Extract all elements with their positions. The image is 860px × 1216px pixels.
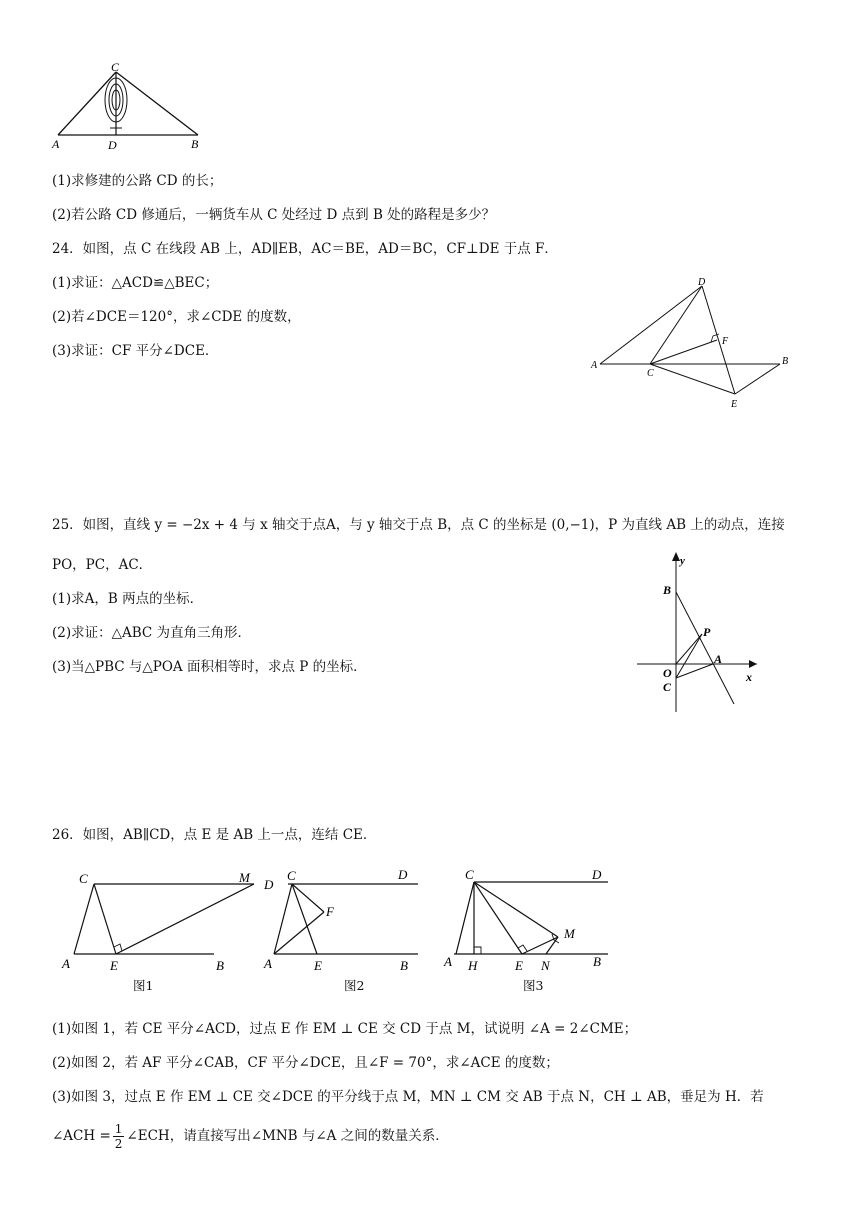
q26-part1: (1)如图 1，若 CE 平分∠ACD，过点 E 作 EM ⊥ CE 交 CD 于点 M，试说明 ∠A = 2∠CME； [52, 1021, 638, 1037]
q25-part1: (1)求A，B 两点的坐标． [52, 591, 204, 607]
q26-part2: (2)如图 2，若 AF 平分∠CAB，CF 平分∠DCE，且∠F = 70°，求∠ACE 的度数； [52, 1055, 559, 1071]
q25-label-o: O [663, 666, 672, 680]
q23-label-d: D [108, 138, 117, 152]
q26-fig2-label-b: B [400, 958, 408, 973]
q24-label-f: F [722, 336, 729, 347]
q26-fig3-label-c: C [465, 867, 474, 882]
q23-label-a: A [52, 137, 60, 151]
q24-label-a: A [591, 360, 598, 371]
q24-label-e: E [731, 399, 738, 410]
q25-label-c: C [663, 680, 672, 694]
q26-part3-cont [52, 1114, 449, 1158]
q25-part2: (2)求证：△ABC 为直角三角形． [52, 625, 252, 641]
q26-figure-2 [260, 862, 425, 976]
q26-fig2-label-f: F [326, 904, 334, 919]
q23-part2: (2)若公路 CD 修通后，一辆货车从 C 处经过 D 点到 B 处的路程是多少？ [52, 207, 496, 223]
q24-label-d: D [698, 277, 706, 288]
q26-figure-1 [58, 866, 258, 978]
q25-label-x: x [746, 670, 752, 684]
q25-label-a: A [714, 652, 723, 666]
q26-fig1-label-a: A [62, 956, 70, 971]
q25-label-b: B [663, 583, 672, 597]
q24-label-c: C [647, 368, 654, 379]
q26-fig1-label-b: B [216, 958, 224, 973]
q26-fig1-label-e: E [110, 958, 118, 973]
q25-label-y: y [680, 555, 685, 567]
q26-fraction-numerator: 1 [114, 1121, 123, 1136]
q24-label-b: B [782, 356, 789, 367]
q25-stem: 25．如图，直线 y = −2x + 4 与 x 轴交于点A，与 y 轴交于点 B，点 C 的坐标是 (0,−1)，P 为直线 AB 上的动点，连接 [52, 517, 785, 533]
q26-fig2-label-d2: D [398, 867, 408, 882]
q25-stem-cont: PO，PC，AC． [52, 557, 153, 573]
q26-fig1-caption: 图1 [133, 978, 154, 993]
q26-fig3-label-h: H [468, 958, 478, 973]
q24-part1: (1)求证：△ACD≌△BEC； [52, 275, 219, 291]
q26-fig3-caption: 图3 [523, 978, 544, 993]
q26-formula-lhs: ∠ACH = [52, 1128, 111, 1144]
q24-figure [585, 274, 795, 414]
q26-fig2-label-e: E [314, 958, 322, 973]
q26-figure-3 [438, 862, 613, 976]
q25-figure [632, 548, 762, 714]
q26-fig3-label-m: M [564, 926, 575, 941]
q24-part3: (3)求证：CF 平分∠DCE． [52, 343, 219, 359]
q26-part3: (3)如图 3，过点 E 作 EM ⊥ CE 交∠DCE 的平分线于点 M，MN ⊥ CM 交 AB 于点 N，CH ⊥ AB，垂足为 H．若 [52, 1089, 764, 1105]
q24-part2: (2)若∠DCE＝120°，求∠CDE 的度数， [52, 309, 301, 325]
q25-part3: (3)当△PBC 与△POA 面积相等时，求点 P 的坐标． [52, 659, 367, 675]
q26-fig3-label-b: B [593, 954, 601, 969]
q25-label-p: P [703, 625, 711, 639]
q23-label-b: B [191, 137, 199, 151]
q23-part1: (1)求修建的公路 CD 的长； [52, 173, 223, 189]
q26-fig2-label-c: C [287, 868, 296, 883]
q26-fig1-label-c: C [79, 871, 88, 886]
q26-fig2-label-a: A [264, 956, 272, 971]
q24-stem: 24．如图，点 C 在线段 AB 上，AD∥EB，AC＝BE，AD＝BC，CF⊥DE 于点 F． [52, 241, 558, 257]
q26-fig3-label-d: D [592, 867, 602, 882]
q26-fig3-label-a: A [444, 954, 452, 969]
q23-label-c: C [111, 60, 120, 74]
q26-fig2-caption: 图2 [344, 978, 365, 993]
q26-formula-rhs: ∠ECH，请直接写出∠MNB 与∠A 之间的数量关系． [126, 1128, 449, 1144]
q26-fig3-label-n: N [541, 958, 550, 973]
q26-fig1-label-m: M [239, 870, 250, 885]
q26-fig3-label-e: E [515, 958, 523, 973]
q23-figure [48, 58, 208, 154]
q26-fig2-label-d1: D [264, 877, 274, 892]
q26-fraction [113, 1122, 125, 1151]
q26-fraction-denominator: 2 [114, 1136, 123, 1151]
q26-stem: 26．如图，AB∥CD，点 E 是 AB 上一点，连结 CE． [52, 827, 377, 843]
